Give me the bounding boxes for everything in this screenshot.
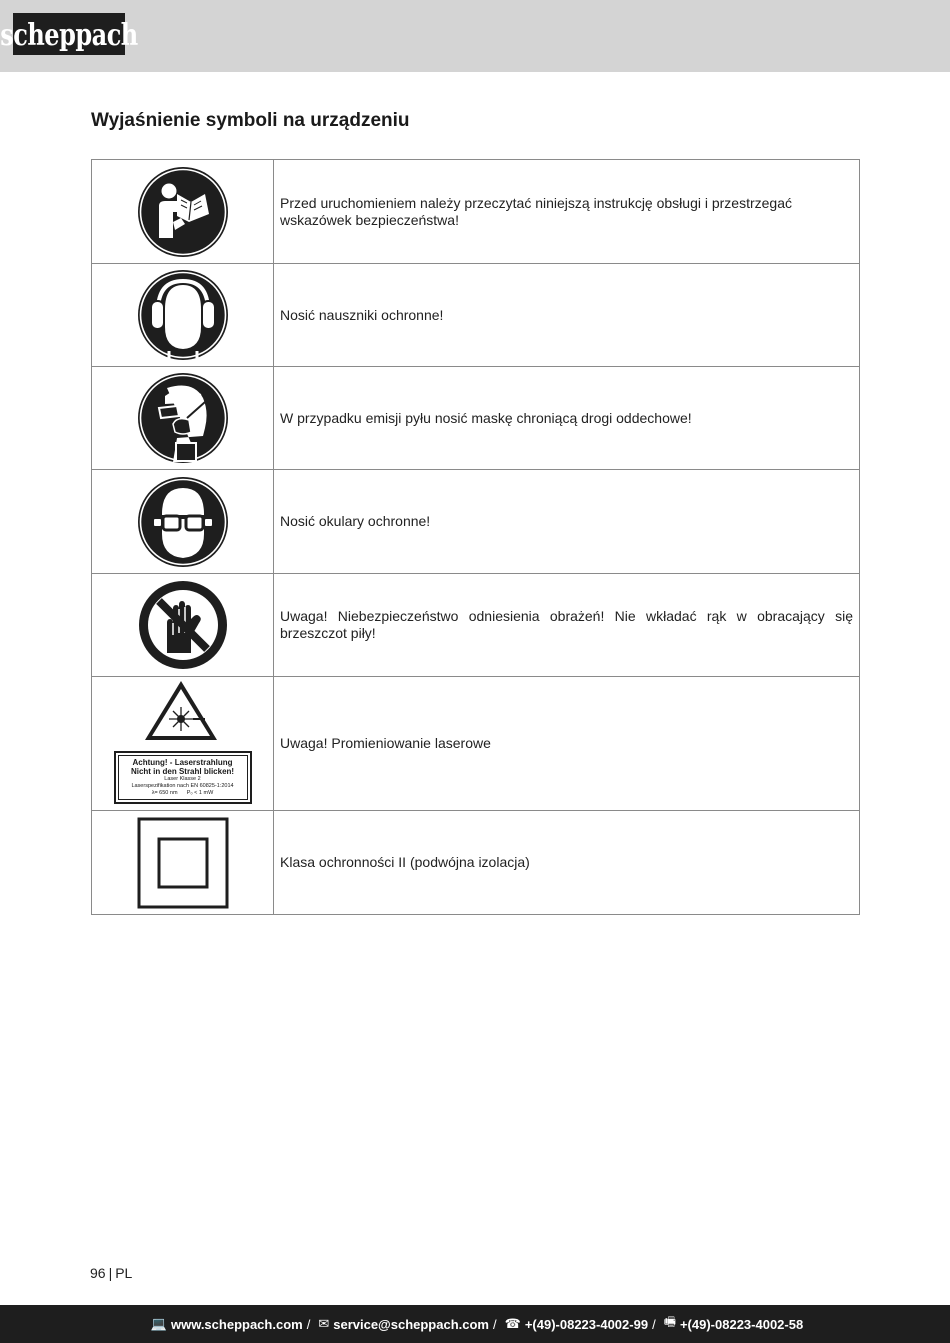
icon-cell xyxy=(92,367,274,470)
header-bar xyxy=(0,0,950,72)
laser-label-line3: Laser Klasse 2 xyxy=(164,776,201,782)
icon-cell xyxy=(92,574,274,677)
ear-protection-icon xyxy=(137,269,229,361)
table-row xyxy=(92,367,860,470)
table-row xyxy=(92,811,860,915)
slash-separator: / xyxy=(652,1316,656,1332)
table-row xyxy=(92,264,860,367)
logo-text: scheppach xyxy=(0,15,138,53)
language-code: PL xyxy=(115,1265,133,1281)
description-cell: W przypadku emisji pyłu nosić maskę chroniącą drogi oddechowe! xyxy=(274,367,860,470)
laser-warning-label xyxy=(114,751,252,804)
safety-goggles-icon xyxy=(137,476,229,568)
no-hands-icon xyxy=(137,579,229,671)
description-cell: Uwaga! Promieniowanie laserowe xyxy=(274,677,860,811)
page-separator: | xyxy=(108,1265,113,1281)
page-title: Wyjaśnienie symboli na urządzeniu xyxy=(91,110,410,131)
page-footer xyxy=(90,1265,132,1281)
laser-label-power: P₀ < 1 mW xyxy=(186,790,214,796)
phone-icon: ☎ xyxy=(504,1316,521,1331)
fax-number: +(49)-08223-4002-58 xyxy=(679,1316,804,1332)
table-row xyxy=(92,470,860,574)
double-insulation-icon xyxy=(137,817,229,909)
table-row xyxy=(92,574,860,677)
symbols-table xyxy=(91,159,860,915)
icon-cell xyxy=(92,677,274,811)
read-manual-icon xyxy=(137,166,229,258)
mail-icon: ✉ xyxy=(318,1316,330,1331)
laser-label-line4: Laserspezifikation nach EN 60825-1:2014 xyxy=(131,783,234,789)
table-row xyxy=(92,160,860,264)
description-cell: Nosić okulary ochronne! xyxy=(274,470,860,574)
description-cell: Klasa ochronności II (podwójna izolacja) xyxy=(274,811,860,915)
contact-bar xyxy=(0,1305,950,1343)
scheppach-logo xyxy=(0,13,138,55)
page-number: 96 xyxy=(90,1265,106,1281)
phone-number: +(49)-08223-4002-99 xyxy=(524,1316,649,1332)
description-cell: Uwaga! Niebezpieczeństwo odniesienia obrażeń! Nie wkładać rąk w obracający się brzeszczot piły! xyxy=(274,574,860,677)
description-cell: Nosić nauszniki ochronne! xyxy=(274,264,860,367)
description-cell: Przed uruchomieniem należy przeczytać niniejszą instrukcję obsługi i przestrzegać wskazówek bezpieczeństwa! xyxy=(274,160,860,264)
laser-label-wavelength: λ= 650 nm xyxy=(151,790,178,796)
icon-cell xyxy=(92,811,274,915)
computer-icon: 💻 xyxy=(150,1316,167,1331)
fax-icon: 🖷 xyxy=(663,1314,676,1329)
website-link[interactable]: www.scheppach.com xyxy=(170,1316,303,1332)
dust-mask-icon xyxy=(137,372,229,464)
table-row xyxy=(92,677,860,811)
slash-separator: / xyxy=(306,1316,311,1332)
icon-cell xyxy=(92,264,274,367)
laser-label-line1: Achtung! - Laserstrahlung xyxy=(132,758,233,767)
slash-separator: / xyxy=(493,1316,497,1332)
email-link[interactable]: service@scheppach.com xyxy=(333,1316,489,1332)
icon-cell xyxy=(92,470,274,574)
laser-label-line2: Nicht in den Strahl blicken! xyxy=(130,767,235,776)
icon-cell xyxy=(92,160,274,264)
